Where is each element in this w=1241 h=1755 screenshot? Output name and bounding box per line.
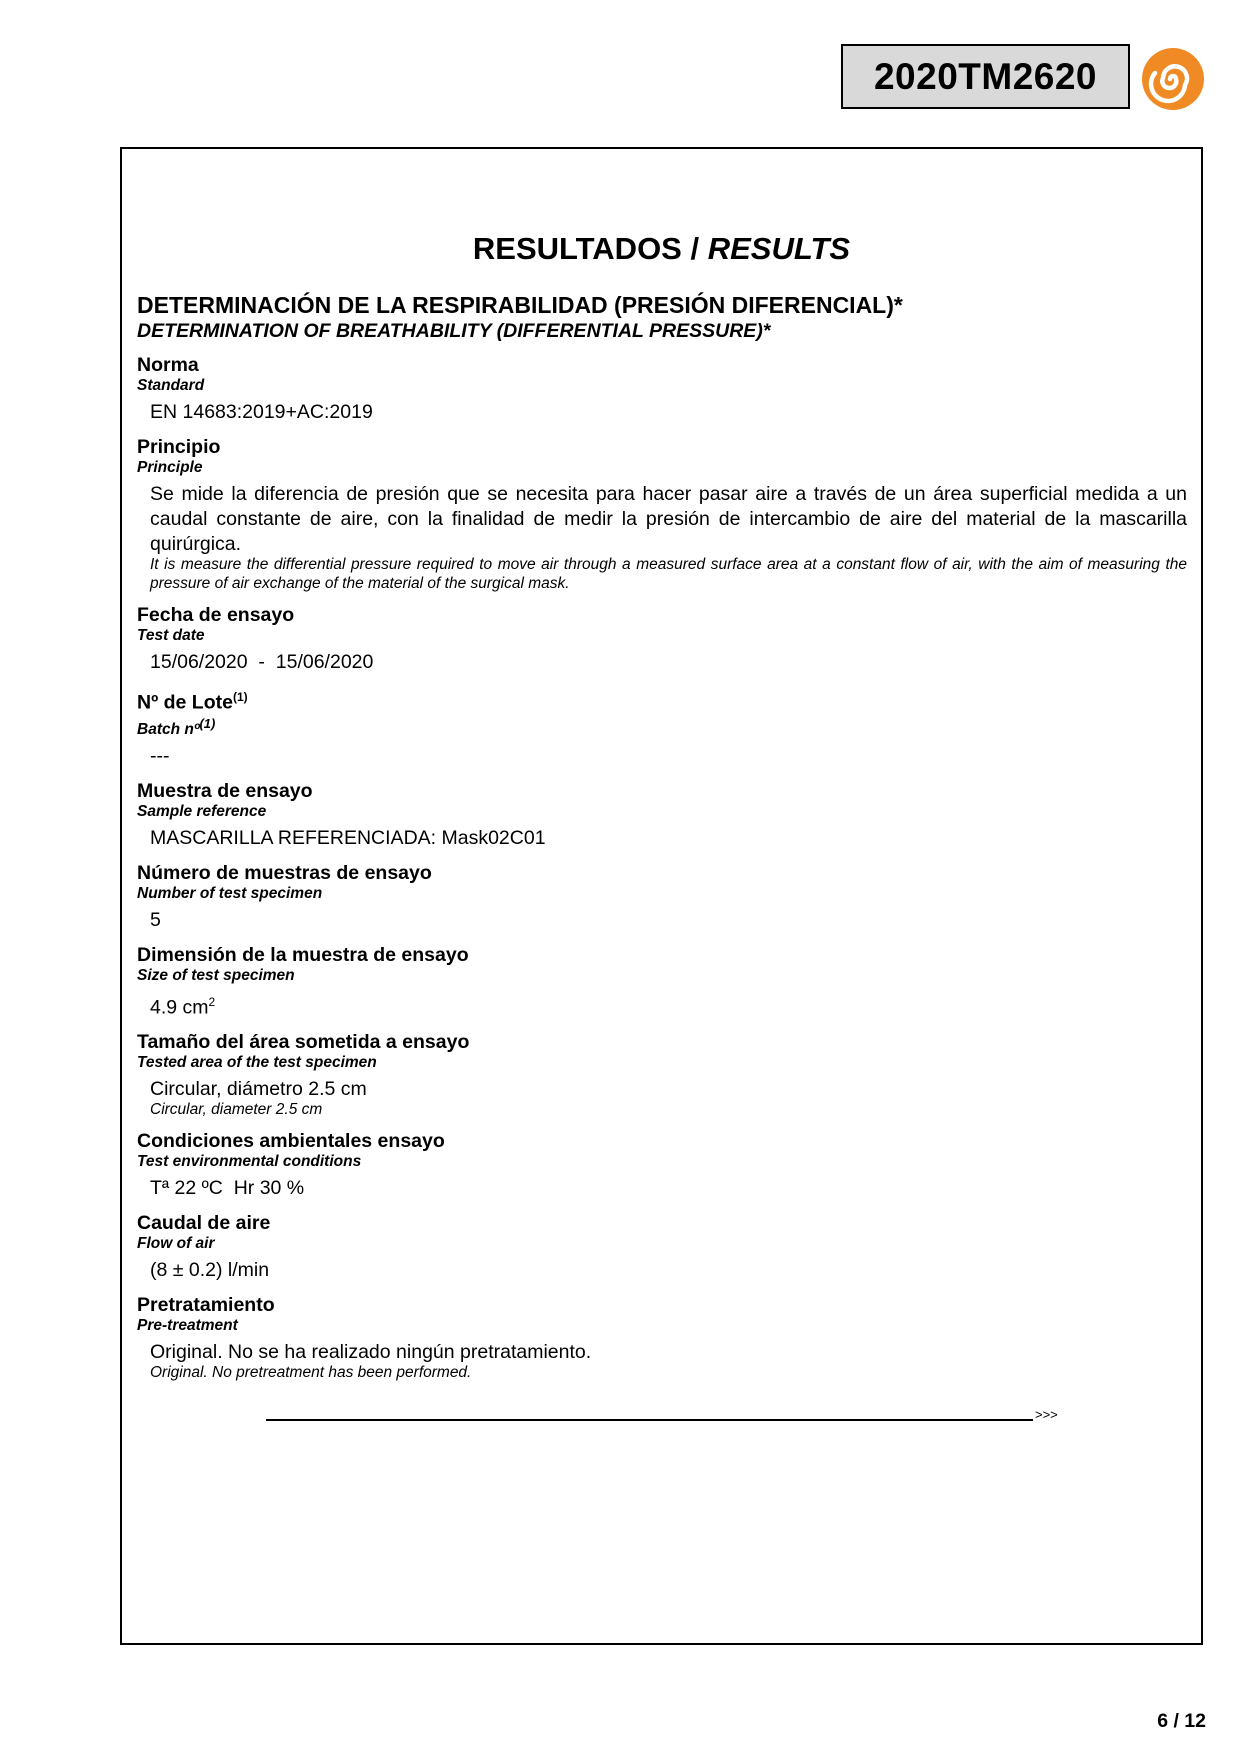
field-dimension <box>137 944 1187 1021</box>
field-numero <box>137 862 1187 933</box>
lote-label-footnote: (1) <box>232 690 248 704</box>
field-value <box>137 650 1187 675</box>
section-subtitle: DETERMINATION OF BREATHABILITY (DIFFERENTIAL PRESSURE)* <box>137 320 771 342</box>
field-value <box>137 1176 1187 1201</box>
field-tamano <box>137 1031 1187 1119</box>
page-number: 6 / 12 <box>1157 1710 1206 1732</box>
orange-spiral-logo-icon <box>1140 46 1206 112</box>
field-value: --- <box>150 744 170 767</box>
field-lote <box>137 686 1187 769</box>
condiciones-value: Tª 22 ºC Hr 30 % <box>150 1177 305 1200</box>
field-label: Pretratamiento <box>137 1294 275 1317</box>
field-value: (8 ± 0.2) l/min <box>150 1259 270 1282</box>
field-sublabel: Standard <box>137 377 205 394</box>
field-pretratamiento <box>137 1294 1187 1382</box>
field-label: Fecha de ensayo <box>137 604 295 626</box>
field-sublabel: Principle <box>137 459 203 476</box>
results-content <box>137 292 1187 1382</box>
field-condiciones <box>137 1130 1187 1201</box>
fecha-value: 15/06/2020 - 15/06/2020 <box>150 651 374 673</box>
continuation-marker: >>> <box>1035 1407 1058 1422</box>
divider <box>266 1419 1033 1421</box>
continuation-line <box>266 1409 1058 1421</box>
field-sublabel: Flow of air <box>137 1235 215 1253</box>
field-value: 5 <box>150 908 161 931</box>
field-label: Principio <box>137 436 221 458</box>
field-value: Circular, diámetro 2.5 cm <box>150 1078 367 1101</box>
field-value <box>137 990 1187 1021</box>
field-sublabel: Test environmental conditions <box>137 1153 362 1171</box>
report-id-box <box>841 44 1130 109</box>
field-label: Norma <box>137 354 199 376</box>
field-value: Original. No se ha realizado ningún pretratamiento. <box>150 1341 592 1364</box>
field-value-en: It is measure the differential pressure required to move air through a measured surface area at a constant flow of air, with the aim of measuring the pressure of air exchange of the material of the surgical mask. <box>150 556 1187 592</box>
lote-sublabel: Batch nº <box>137 720 200 738</box>
lote-label: Nº de Lote <box>137 691 233 714</box>
section-title: DETERMINACIÓN DE LA RESPIRABILIDAD (PRESIÓN DIFERENCIAL)* <box>137 292 903 318</box>
report-id: 2020TM2620 <box>873 55 1098 97</box>
field-label: Muestra de ensayo <box>137 779 313 802</box>
dimension-value: 4.9 cm <box>150 996 209 1019</box>
field-sublabel: Size of test specimen <box>137 966 295 984</box>
field-fecha <box>137 604 1187 675</box>
field-sublabel: Pre-treatment <box>137 1317 238 1335</box>
field-label <box>137 686 1187 714</box>
field-value: Se mide la diferencia de presión que se necesita para hacer pasar aire a través de un área superficial medida a un caudal constante de aire, con la finalidad de medir la presión de intercambio de aire del material de la mascarilla quirúrgica. <box>150 483 1187 555</box>
field-value: EN 14683:2019+AC:2019 <box>150 401 373 423</box>
title-en: RESULTS <box>707 231 851 266</box>
field-label: Caudal de aire <box>137 1212 271 1235</box>
field-value-en: Circular, diameter 2.5 cm <box>150 1101 323 1119</box>
field-value-en: Original. No pretreatment has been performed. <box>150 1364 472 1382</box>
field-sublabel <box>137 714 1187 739</box>
field-muestra <box>137 780 1187 851</box>
dimension-unit-exponent: 2 <box>208 994 216 1009</box>
results-frame <box>120 147 1203 1645</box>
field-value: MASCARILLA REFERENCIADA: Mask02C01 <box>150 826 546 849</box>
field-sublabel: Tested area of the test specimen <box>137 1054 377 1072</box>
field-norma <box>137 354 1187 425</box>
field-label: Número de muestras de ensayo <box>137 861 432 884</box>
field-label: Condiciones ambientales ensayo <box>137 1130 445 1153</box>
field-sublabel: Test date <box>137 627 205 644</box>
field-label: Tamaño del área sometida a ensayo <box>137 1031 470 1054</box>
page-title <box>122 231 1201 267</box>
field-sublabel: Number of test specimen <box>137 884 323 902</box>
title-es: RESULTADOS / <box>472 231 708 266</box>
lote-sublabel-footnote: (1) <box>199 715 216 731</box>
field-caudal <box>137 1212 1187 1283</box>
field-principio <box>137 436 1187 593</box>
field-sublabel: Sample reference <box>137 802 267 820</box>
field-label: Dimensión de la muestra de ensayo <box>137 943 469 966</box>
